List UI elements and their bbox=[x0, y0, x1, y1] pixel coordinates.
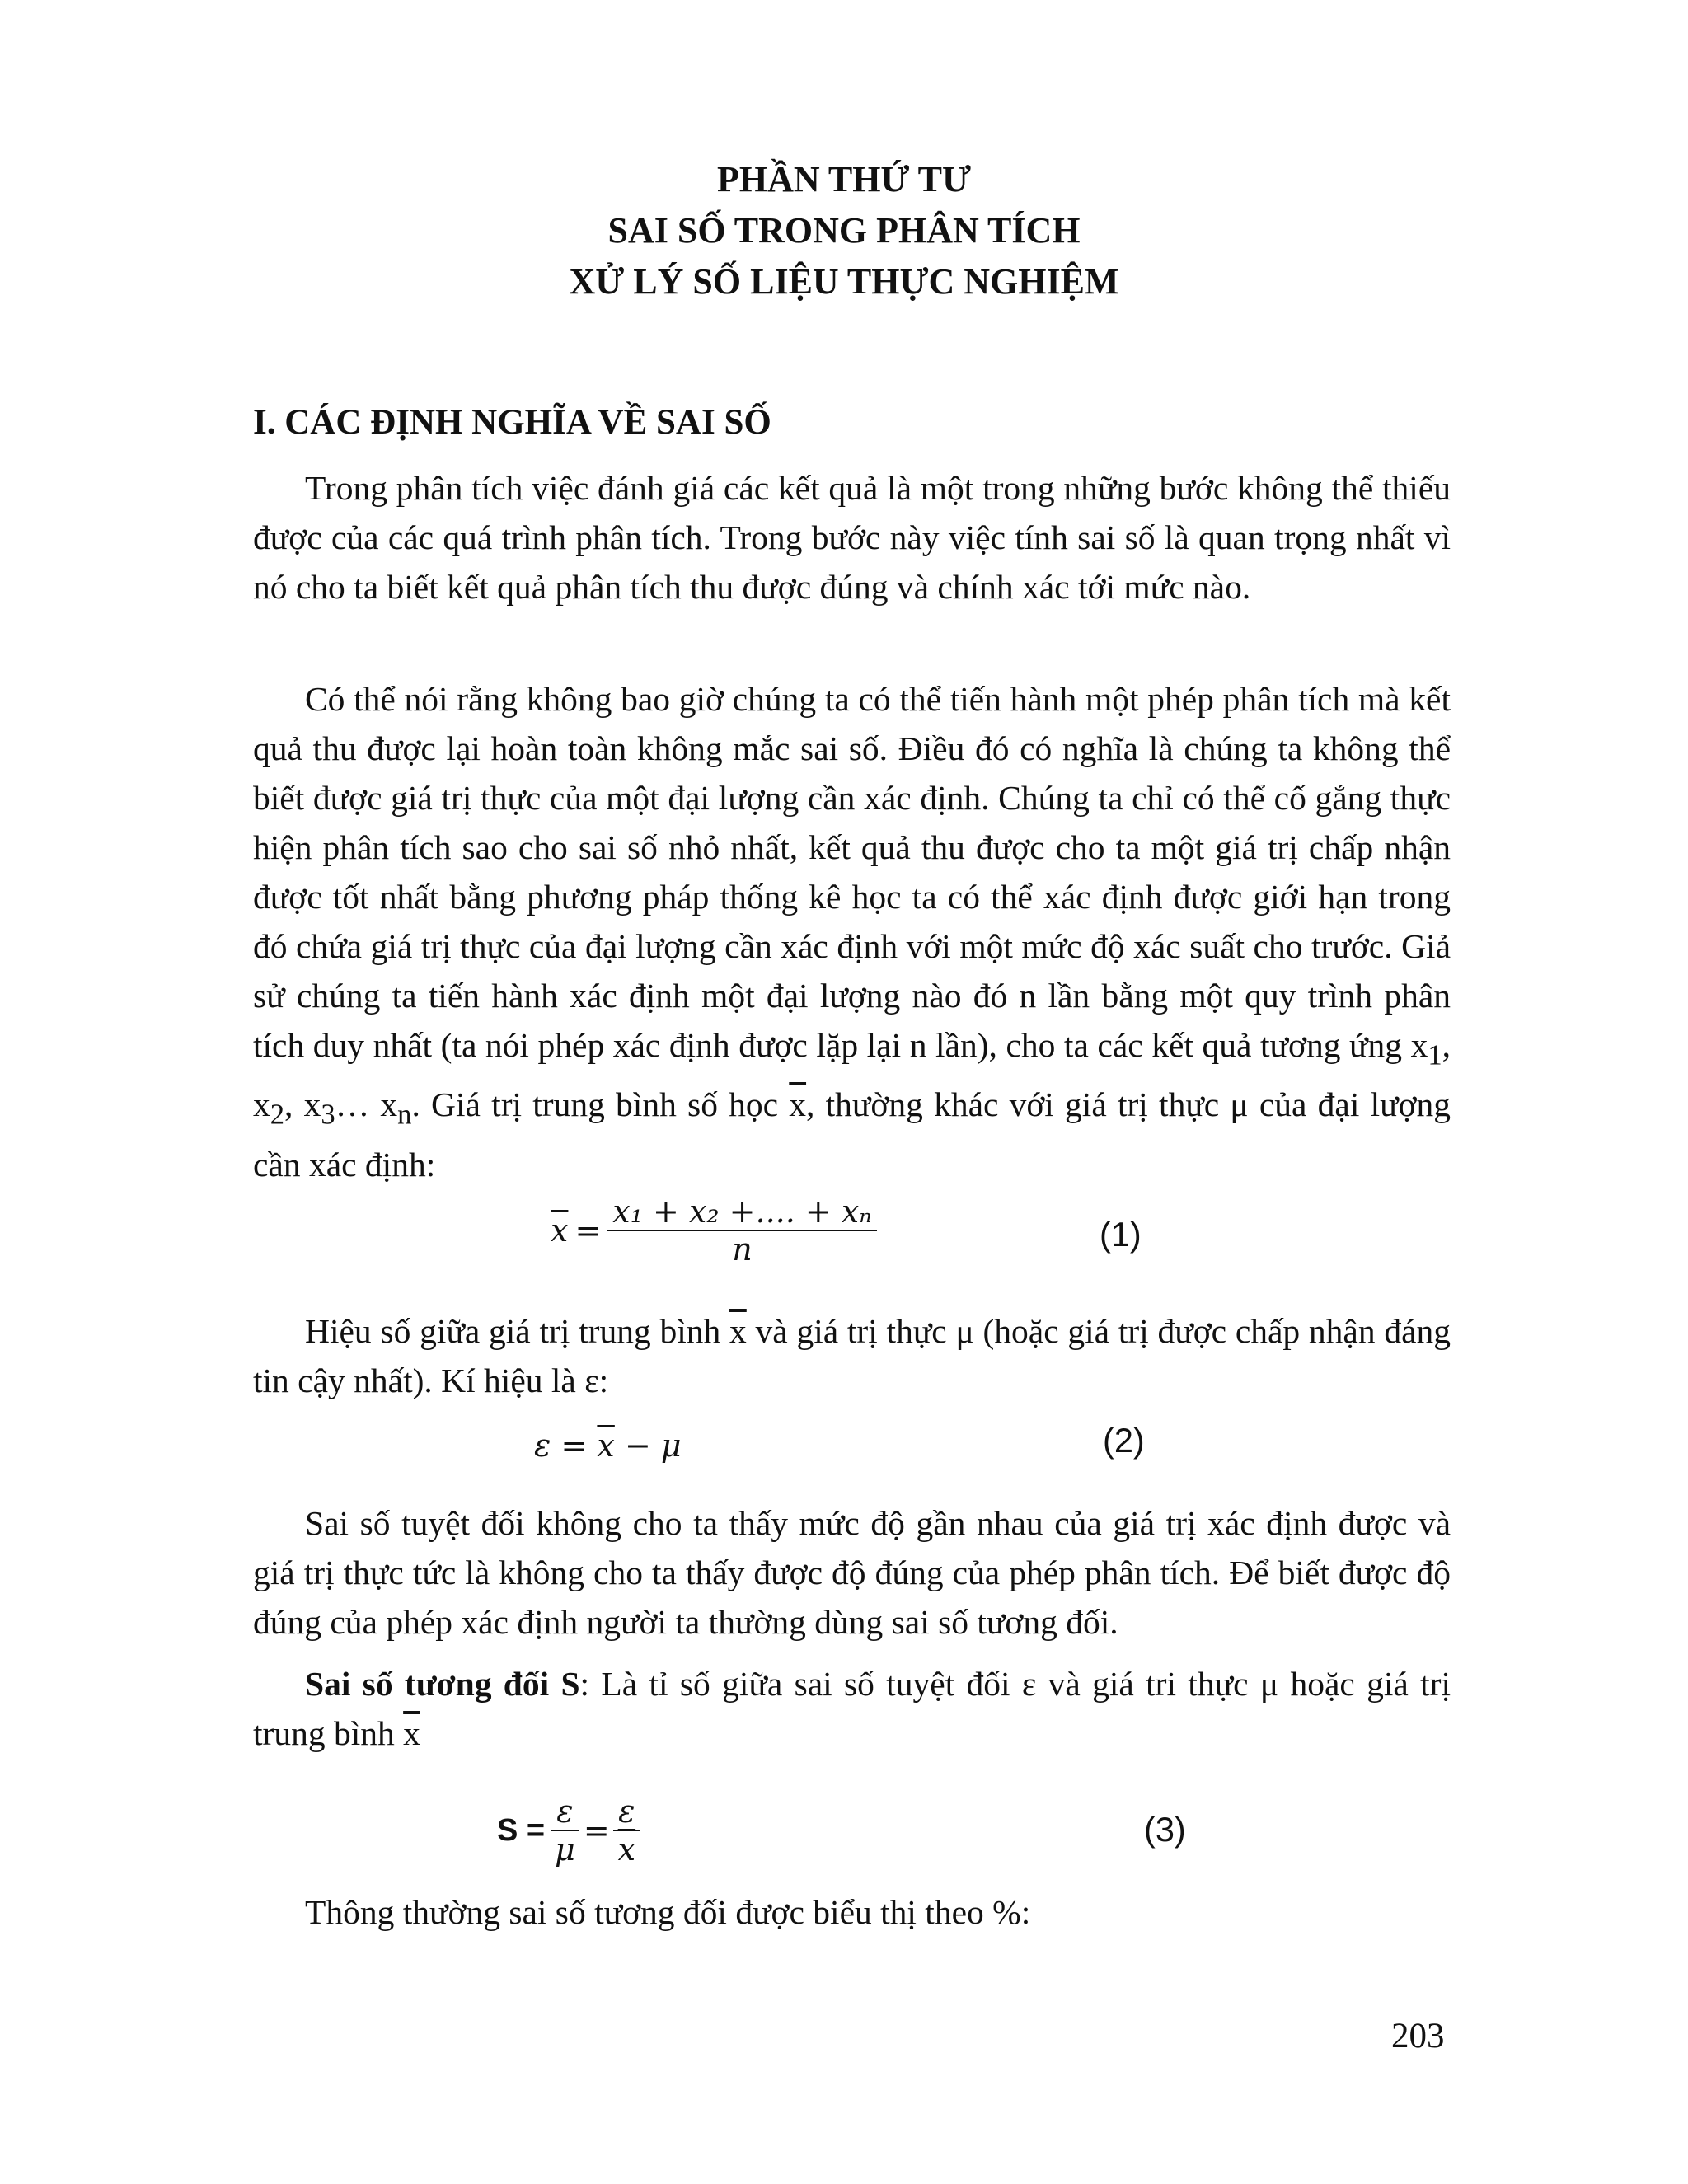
paragraph-3-end: và giá trị thực μ (hoặc giá trị được chấp nhận đáng tin cậy nhất). Kí hiệu là ε: bbox=[253, 1312, 1451, 1399]
eq3-equals: = bbox=[583, 1812, 610, 1849]
paragraph-2-sep-3: … x bbox=[335, 1085, 398, 1124]
chapter-title-line-1: SAI SỐ TRONG PHÂN TÍCH bbox=[607, 210, 1081, 251]
paragraph-2-mean-text: . Giá trị trung bình số học bbox=[411, 1085, 779, 1124]
equation-2 bbox=[534, 1427, 682, 1464]
subscript-1: 1 bbox=[1428, 1039, 1442, 1071]
equation-1 bbox=[551, 1193, 877, 1268]
paragraph-1: Trong phân tích việc đánh giá các kết quả là một trong những bước không thể thiếu được của các quá trình phân tích. Trong bước này việc tính sai số là quan trọng nhất vì nó cho ta biết kết quả phân tích thu được đúng và chính xác tới mức nào. bbox=[253, 469, 1451, 606]
eq3-denominator-2: x bbox=[617, 1831, 636, 1868]
part-heading: PHẦN THỨ TƯ bbox=[716, 159, 972, 199]
paragraph-2 bbox=[253, 674, 1451, 1189]
eq2-lhs: ε = bbox=[534, 1427, 588, 1464]
paragraph-3-start: Hiệu số giữa giá trị trung bình bbox=[305, 1312, 721, 1350]
eq3-lhs: S = bbox=[497, 1812, 546, 1848]
subscript-3: 3 bbox=[321, 1099, 335, 1131]
paragraph-5 bbox=[253, 1659, 1451, 1758]
equation-1-label: (1) bbox=[1100, 1215, 1142, 1254]
eq3-numerator-1: ε bbox=[551, 1793, 578, 1831]
eq3-numerator-2: ε bbox=[613, 1793, 640, 1831]
paragraph-2-sep-1: , x bbox=[253, 1026, 1451, 1124]
chapter-title-line-2: XỬ LÝ SỐ LIỆU THỰC NGHIỆM bbox=[569, 261, 1119, 302]
eq1-numerator: x₁ + x₂ +.... + xₙ bbox=[607, 1193, 876, 1231]
page-number: 203 bbox=[1391, 2017, 1445, 2055]
subscript-2: 2 bbox=[270, 1099, 285, 1131]
paragraph-2-end: thường khác với giá trị thực μ của đại lượng cần xác định: bbox=[253, 1085, 1451, 1183]
eq3-denominator-1: μ bbox=[555, 1831, 575, 1868]
eq2-rhs: − μ bbox=[624, 1427, 682, 1464]
eq1-denominator: n bbox=[732, 1231, 753, 1268]
section-title: I. CÁC ĐỊNH NGHĨA VỀ SAI SỐ bbox=[253, 403, 771, 442]
paragraph-2-comma: , bbox=[806, 1085, 815, 1124]
paragraph-4: Sai số tuyệt đối không cho ta thấy mức độ gần nhau của giá trị xác định được và giá trị thực tức là không cho ta thấy được độ đúng của phép phân tích. Để biết được độ đúng của phép xác định người ta thường dùng sai số tương đối. bbox=[253, 1504, 1451, 1641]
eq3-fraction-2 bbox=[613, 1793, 640, 1868]
equation-3 bbox=[497, 1793, 640, 1868]
paragraph-6: Thông thường sai số tương đối được biểu thị theo %: bbox=[305, 1893, 1031, 1931]
term-relative-error: Sai số tương đối S bbox=[305, 1665, 580, 1703]
paragraph-3 bbox=[253, 1306, 1451, 1405]
equation-3-label: (3) bbox=[1144, 1810, 1186, 1849]
eq1-equals: = bbox=[574, 1212, 602, 1249]
equation-2-label: (2) bbox=[1103, 1421, 1145, 1460]
eq3-fraction-1 bbox=[550, 1793, 580, 1868]
paragraph-2-sep-2: , x bbox=[284, 1085, 321, 1124]
eq2-xbar: $\overline{x}$ bbox=[597, 1427, 615, 1464]
subscript-n: n bbox=[397, 1099, 412, 1131]
paragraph-5-text: : Là tỉ số giữa sai số tuyệt đối ε và giá tri thực μ hoặc giá trị trung bình bbox=[253, 1665, 1451, 1752]
eq1-lhs: $\overline{x}$ bbox=[551, 1212, 569, 1249]
x-bar-symbol: $\overline{x}$ bbox=[403, 1714, 420, 1752]
x-bar-symbol: $\overline{x}$ bbox=[789, 1085, 807, 1124]
paragraph-2-text: Có thể nói rằng không bao giờ chúng ta có thể tiến hành một phép phân tích mà kết quả thu được lại hoàn toàn không mắc sai số. Điều đó có nghĩa là chúng ta không thể biết được giá trị thực của một đại lượng cần xác định. Chúng ta chỉ có thể cố gắng thực hiện phân tích sao cho sai số nhỏ nhất, kết quả thu được cho ta một giá trị chấp nhận được tốt nhất bằng phương pháp thống kê học ta có thể xác định được giới hạn trong đó chứa giá trị thực của đại lượng cần xác định với một mức độ xác suất cho trước. Giả sử chúng ta tiến hành xác định một đại lượng nào đó n lần bằng một quy trình phân tích duy nhất (ta nói phép xác định được lặp lại n lần), cho ta các kết quả tương ứng x bbox=[253, 680, 1451, 1064]
eq1-fraction bbox=[607, 1193, 876, 1268]
x-bar-symbol: $\overline{x}$ bbox=[729, 1312, 747, 1350]
